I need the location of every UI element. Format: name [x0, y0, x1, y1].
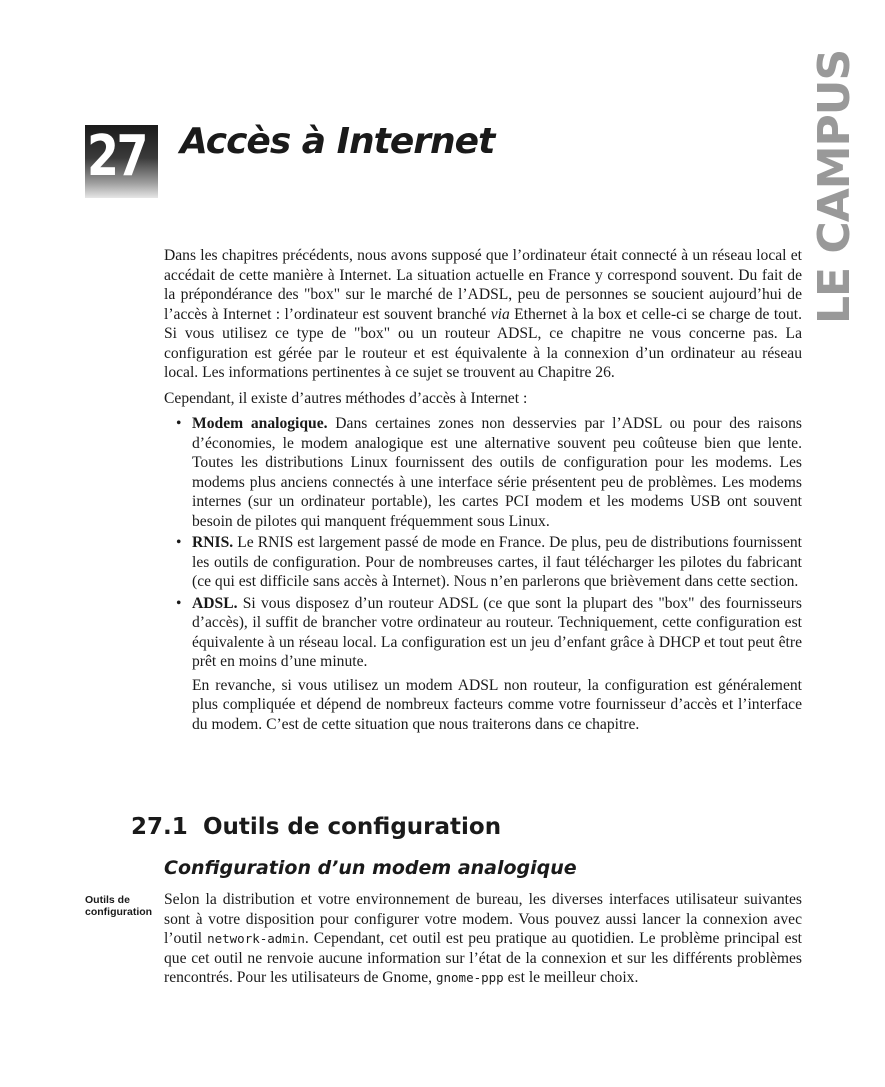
- list-item-term: ADSL.: [192, 594, 238, 612]
- intro-text-end: Ethernet à la box et celle-ci se charge de tout. Si vous utilisez ce type de "box" ou un routeur ADSL, ce chapitre ne vous concerne pas. La configuration est gérée par le routeur et est équivalente à la connexion d’un ordinateur au réseau local. Les informations pertinentes à ce sujet se trouvent au Chapitre 26.: [164, 305, 802, 381]
- list-item-extra-paragraph: En revanche, si vous utilisez un modem ADSL non routeur, la configuration est généralement plus compliquée et dépend de nombreux facteurs comme votre fournisseur d’accès et l’interface du modem. C’est de cette situation que nous traiterons dans ce chapitre.: [192, 676, 802, 733]
- chapter-intro: [164, 246, 802, 736]
- list-item-text: Dans certaines zones non desservies par l’ADSL ou pour des raisons d’économies, le modem analogique est une alternative souvent peu coûteuse bien que lente. Toutes les distributions Linux fournissent des outils de configuration pour les modems. Les modems plus anciens connectés à une interface série présentent peu de problèmes. Les modems internes (sur un ordinateur portable), les cartes PCI modem et les modems USB ont souvent besoin de pilotes qui manquent fréquemment sous Linux.: [192, 415, 802, 530]
- section-heading: [131, 812, 501, 842]
- bullet: •: [176, 594, 182, 612]
- chapter-number: 27: [87, 124, 146, 189]
- list-item-rnis: [176, 533, 802, 592]
- side-tab-label: LE CAMPUS: [809, 49, 860, 324]
- section-number: 27.1: [131, 814, 188, 840]
- list-item-term: Modem analogique.: [192, 415, 328, 432]
- code-gnome-ppp: gnome-ppp: [435, 970, 504, 985]
- section-text-part: Selon la distribution et votre environnement de bureau, les diverses interfaces utilisateur suivantes sont à votre disposition pour configurer votre modem. Vous pouvez aussi lancer la connexion avec l’outil: [164, 891, 802, 947]
- bullet: •: [176, 534, 182, 551]
- chapter-title: Accès à Internet: [180, 121, 495, 162]
- section-text-part: . Cependant, cet outil est peu pratique au quotidien. Le problème principal est que cet outil ne renvoie aucune information sur l’état de la connexion et sur les différents problèmes rencontrés. Pour les utilisateurs de Gnome,: [164, 930, 802, 986]
- access-methods-list: [164, 414, 802, 734]
- section-text-part: est le meilleur choix.: [503, 969, 639, 986]
- intro-text-start: Dans les chapitres précédents, nous avons supposé que l’ordinateur était connecté à un réseau local et accédait de cette manière à Internet. La situation actuelle en France y correspond souvent. Du fait de la prépondérance des "box" sur le marché de l’ADSL, peu de personnes se soucient aujourd’hui de l’accès à Internet : l’ordinateur est souvent branché: [164, 247, 802, 323]
- code-network-admin: network-admin: [207, 931, 305, 946]
- list-item-text: Si vous disposez d’un routeur ADSL (ce que sont la plupart des "box" des fournisseurs d’accès), il suffit de brancher votre ordinateur au routeur. Techniquement, cette configuration est équivalente à un réseau local. La configuration est un jeu d’enfant grâce à DHCP et tout peut être prêt en moins d’une minute.: [192, 594, 802, 670]
- margin-note: Outils de configuration: [85, 894, 153, 918]
- subsection-title: Configuration d’un modem analogique: [164, 857, 577, 879]
- list-item-term: RNIS.: [192, 534, 234, 551]
- intro-paragraph: [164, 246, 802, 383]
- intro-italic-via: via: [490, 305, 510, 323]
- section-body: [164, 890, 802, 994]
- bullet: •: [176, 415, 182, 432]
- section-title: Outils de configuration: [203, 814, 502, 840]
- methods-lead: Cependant, il existe d’autres méthodes d’accès à Internet :: [164, 389, 528, 407]
- section-paragraph: [164, 890, 802, 988]
- list-item-text: Le RNIS est largement passé de mode en France. De plus, peu de distributions fournissent les outils de configuration. Pour de nombreuses cartes, il faut télécharger les pilotes du fabricant (ce qui est difficile sans accès à Internet). Nous n’en parlerons que brièvement dans cette section.: [192, 534, 802, 590]
- list-item-modem: [176, 414, 802, 531]
- list-item-adsl: [176, 594, 802, 735]
